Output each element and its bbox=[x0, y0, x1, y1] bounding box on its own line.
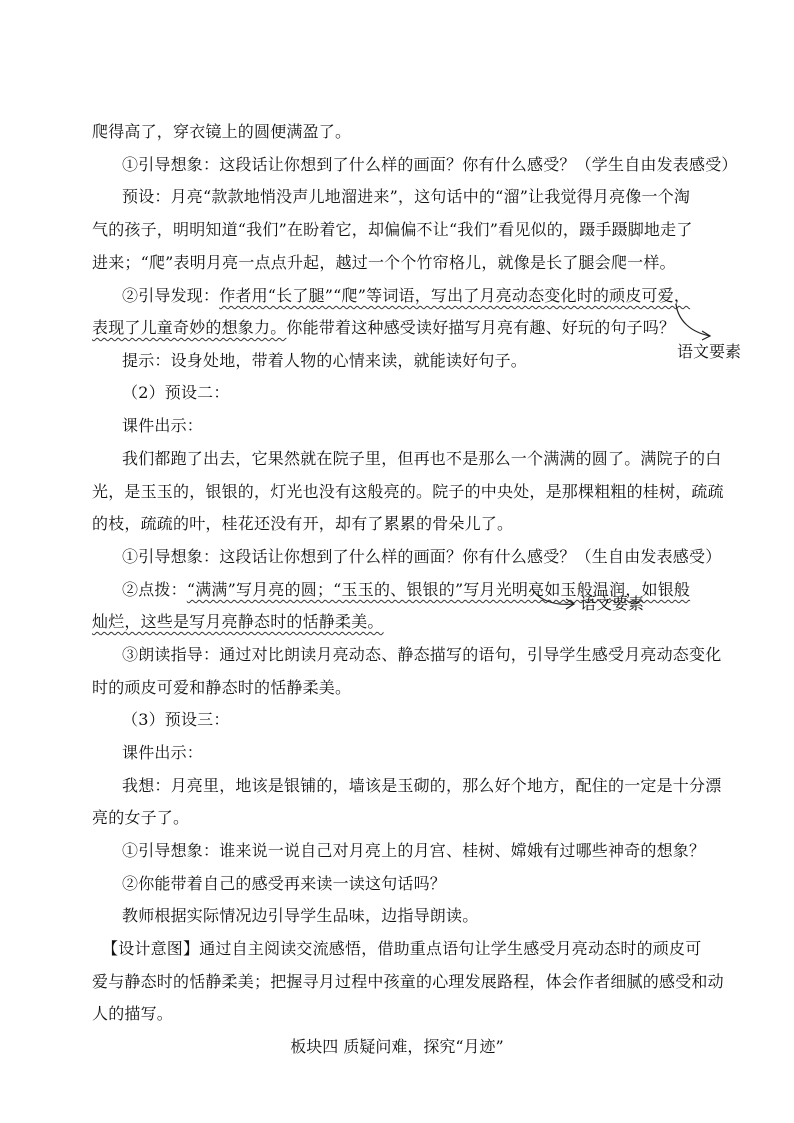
paragraph-line: 时的顽皮可爱和静态时的恬静柔美。 bbox=[92, 678, 352, 697]
design-intent: 人的描写。 bbox=[92, 1004, 174, 1023]
preset-text: 预设：月亮“款款地悄没声儿地溜进来”，这句话中的“溜”让我觉得月亮像一个淘 bbox=[122, 187, 691, 206]
point-out-label: ②点拨： bbox=[122, 580, 187, 599]
quote-text: 光，是玉玉的，银银的，灯光也没有这般亮的。院子的中央处，是那棵粗粗的桂树，疏疏 bbox=[92, 482, 724, 501]
reading-question: ②你能带着自己的感受再来读一读这句话吗？ bbox=[122, 874, 447, 893]
key-sentence-underlined: 作者用“长了腿”“爬”等词语，写出了月亮动态变化时的顽皮可爱， bbox=[219, 286, 691, 305]
reading-guide: ③朗读指导：通过对比朗读月亮动态、静态描写的语句，引导学生感受月亮动态变化 bbox=[122, 645, 722, 664]
guide-discover-label: ②引导发现： bbox=[122, 286, 220, 305]
section-heading: 板块四 质疑问难，探究“月迹” bbox=[290, 1037, 504, 1056]
design-intent: 【设计意图】通过自主阅读交流感悟，借助重点语句让学生感受月亮动态时的顽皮可 bbox=[102, 939, 702, 958]
section-label: （2）预设二： bbox=[122, 383, 230, 402]
quote-text: 我们都跑了出去，它果然就在院子里，但再也不是那么一个满满的圆了。满院子的白 bbox=[122, 449, 722, 468]
guide-imagine-1: ①引导想象：这段话让你想到了什么样的画面？你有什么感受？（学生自由发表感受） bbox=[122, 155, 738, 174]
paragraph-line: 进来；“爬”表明月亮一点点升起，越过一个个竹帘格儿，就像是长了腿会爬一样。 bbox=[92, 253, 676, 272]
guide-imagine-3: ①引导想象：谁来说一说自己对月亮上的月宫、桂树、嫦娥有过哪些神奇的想象？ bbox=[122, 841, 706, 860]
quote-text: 的枝，疏疏的叶，桂花还没有开，却有了累累的骨朵儿了。 bbox=[92, 514, 514, 533]
key-sentence-underlined: 表现了儿童奇妙的想象力。 bbox=[92, 318, 287, 337]
margin-note-label: 语文要素 bbox=[580, 594, 645, 613]
arrow-icon bbox=[672, 298, 722, 348]
hint-text: 提示：设身处地，带着人物的心情来读，就能读好句子。 bbox=[122, 351, 528, 370]
teacher-note: 教师根据实际情况边引导学生品味，边指导朗读。 bbox=[122, 906, 479, 925]
courseware-label: 课件出示： bbox=[122, 416, 204, 435]
courseware-label: 课件出示： bbox=[122, 743, 204, 762]
design-intent: 爱与静态时的恬静柔美；把握寻月过程中孩童的心理发展路程，体会作者细腻的感受和动 bbox=[92, 972, 724, 991]
paragraph-line: 爬得高了，穿衣镜上的圆便满盈了。 bbox=[92, 122, 352, 141]
paragraph-line: 气的孩子，明明知道“我们”在盼着它，却偏偏不让“我们”看见似的，蹑手蹑脚地走了 bbox=[92, 220, 693, 239]
key-sentence-underlined: 灿烂，这些是写月亮静态时的恬静柔美。 bbox=[92, 612, 384, 631]
section-label: （3）预设三： bbox=[122, 710, 230, 729]
guide-imagine-2: ①引导想象：这段话让你想到了什么样的画面？你有什么感受？（生自由发表感受） bbox=[122, 547, 722, 566]
paragraph-text: 你能带着这种感受读好描写月亮有趣、好玩的句子吗？ bbox=[286, 318, 676, 337]
paragraph-line bbox=[92, 612, 384, 632]
quote-text: 我想：月亮里，地该是银铺的，墙该是玉砌的，那么好个地方，配住的一定是十分漂 bbox=[122, 776, 722, 795]
arrow-icon bbox=[528, 584, 588, 614]
margin-note-label: 语文要素 bbox=[677, 342, 742, 361]
paragraph-line bbox=[92, 318, 675, 338]
quote-text: 亮的女子了。 bbox=[92, 808, 190, 827]
key-sentence-underlined: “满满”写月亮的圆；“玉玉的、银银的”写月光明亮如玉般温润，如银般 bbox=[186, 580, 691, 599]
guide-discover bbox=[122, 286, 690, 306]
